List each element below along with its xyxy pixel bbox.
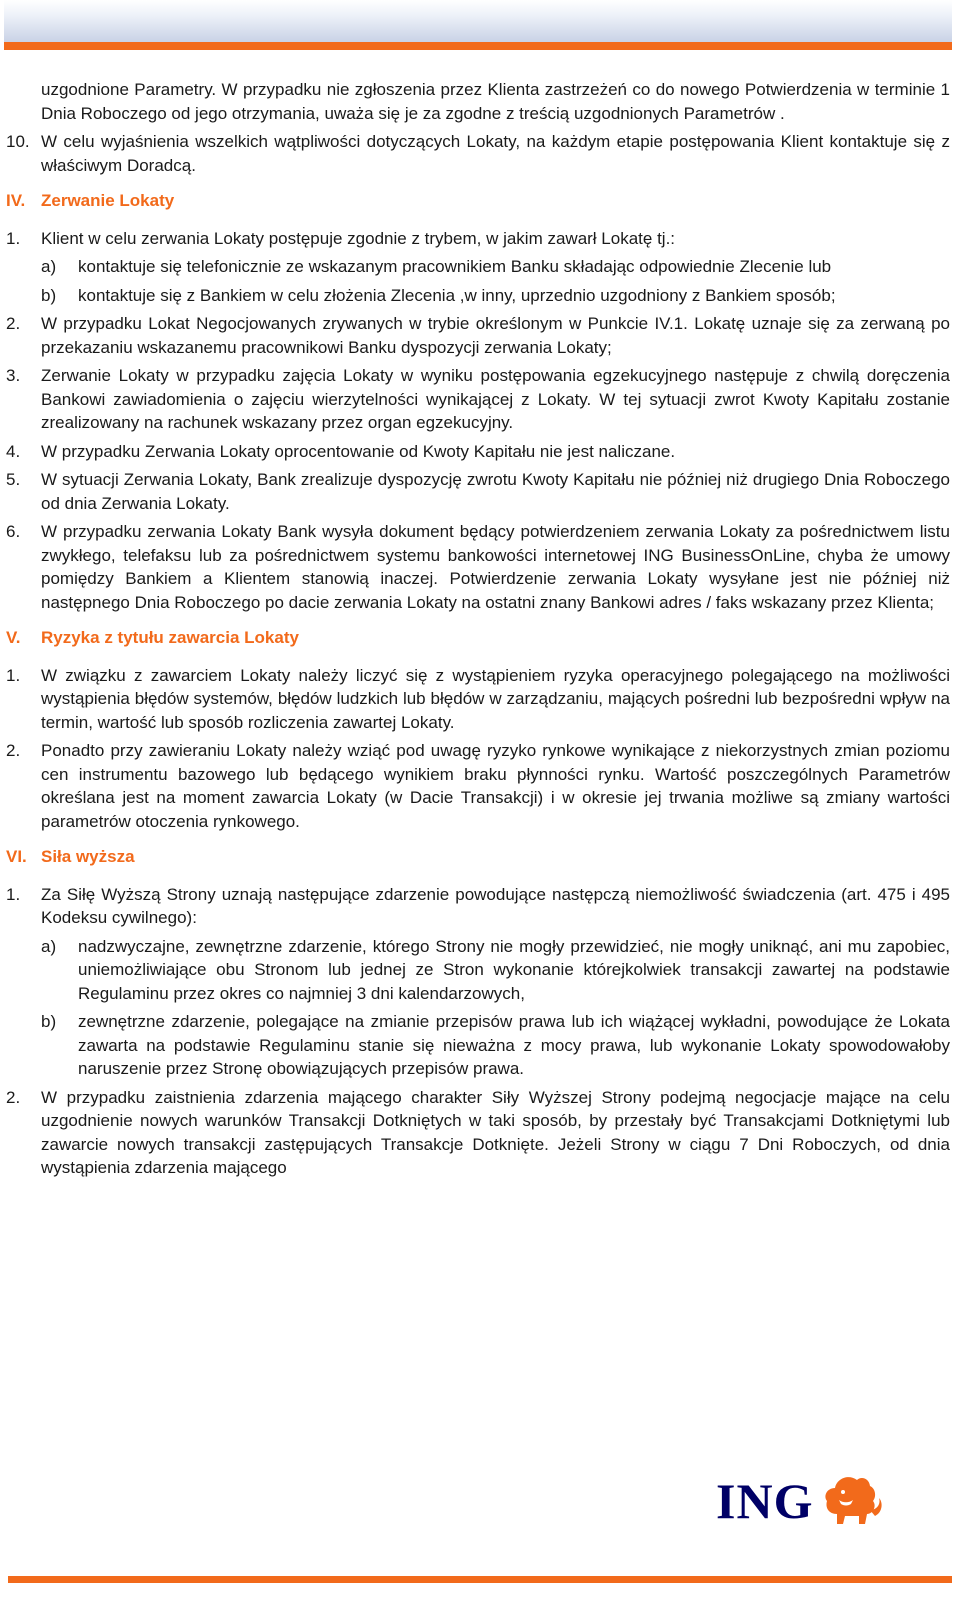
item-number: 4.: [6, 441, 21, 461]
item-number: 5.: [6, 470, 21, 489]
section-number: VI.: [6, 847, 27, 866]
sub-item-text: nadzwyczajne, zewnętrzne zdarzenie, którego Strony nie mogły przewidzieć, nie mogły uniknąć, ani mu zapobiec, uniemożliwiające obu Stronom lub jednej ze Stron wykonanie którejkolwiek transakcji zawartej na podstawie Regulaminu przez okres co najmniej 3 dni kalendarzowych,: [78, 936, 950, 1003]
item-number: 2.: [6, 741, 21, 760]
section-heading-v: [6, 626, 950, 650]
header-orange-bar: [4, 42, 952, 50]
item-text: W sytuacji Zerwania Lokaty, Bank zrealizuje dyspozycję zwrotu Kwoty Kapitału nie później niż drugiego Dnia Roboczego od dnia Zerwania Lokaty.: [41, 470, 950, 513]
list-item: [6, 883, 950, 930]
item-text: W przypadku zerwania Lokaty Bank wysyła dokument będący potwierdzeniem zerwania Lokaty za pośrednictwem listu zwykłego, telefaksu lub za pośrednictwem systemu bankowości internetowej ING BusinessOnLine, chyba że umowy pomiędzy Bankiem a Klientem stanowią inaczej. Potwierdzenie zerwania Lokaty wysyłane jest nie później niż następnego Dnia Roboczego po dacie zerwania Lokaty na ostatni znany Bankowi adres / faks wskazany przez Klienta;: [41, 522, 950, 612]
list-item: [6, 520, 950, 614]
list-item: [6, 227, 950, 251]
section-title: Zerwanie Lokaty: [41, 191, 175, 210]
item-text: Klient w celu zerwania Lokaty postępuje zgodnie z trybem, w jakim zawarł Lokatę tj.:: [41, 228, 676, 248]
ing-logo: [716, 1466, 894, 1529]
sub-item-text: kontaktuje się z Bankiem w celu złożenia Zlecenia ,w inny, uprzednio uzgodniony z Bankiem sposób;: [78, 285, 836, 305]
item-number: 1.: [6, 228, 21, 248]
paragraph-continuation: uzgodnione Parametry. W przypadku nie zgłoszenia przez Klienta zastrzeżeń co do nowego Potwierdzenia w terminie 1 Dnia Roboczego od jego otrzymania, uważa się je za zgodne z treścią uzgodnionych Parametrów .: [41, 80, 950, 123]
sub-item-letter: b): [41, 285, 57, 305]
sub-item-letter: a): [41, 936, 57, 956]
header-gradient: [4, 0, 952, 42]
document-body: [6, 78, 950, 1185]
item-text: W przypadku Lokat Negocjowanych zrywanych w trybie określonym w Punkcie IV.1. Lokatę uznaje się za zerwaną po przekazaniu wskazanemu pracownikowi Banku dyspozycji zerwania Lokaty;: [41, 314, 950, 357]
sub-item-letter: a): [41, 257, 57, 276]
paragraph-10: [6, 130, 950, 177]
sub-item: [6, 1010, 950, 1081]
list-item: [6, 739, 950, 833]
sub-item: [6, 935, 950, 1006]
sub-item: [6, 255, 950, 279]
item-text: Zerwanie Lokaty w przypadku zajęcia Lokaty w wyniku postępowania egzekucyjnego następuje z chwilą doręczenia Bankowi zawiadomienia o zajęciu wierzytelności wynikającej z Lokaty. W tej sytuacji zwrot Kwoty Kapitału zostanie zrealizowany na rachunek wskazany przez organ egzekucyjny.: [41, 366, 950, 432]
section-title: Ryzyka z tytułu zawarcia Lokaty: [41, 628, 299, 647]
list-item: [6, 1086, 950, 1180]
section-number: V.: [6, 628, 21, 647]
item-number: 1.: [6, 665, 21, 685]
sub-item-letter: b): [41, 1012, 57, 1031]
item-number: 2.: [6, 1087, 21, 1107]
list-item: [6, 664, 950, 735]
item-text: W przypadku zaistnienia zdarzenia mającego charakter Siły Wyższej Strony podejmą negocjacje mające na celu uzgodnienie nowych warunków Transakcji Dotkniętych w taki sposób, by przestały być Transakcjami Dotkniętymi lub zawarcie nowych transakcji zastępujących Transakcje Dotknięte. Jeżeli Strony w ciągu 7 Dni Roboczych, od dnia wystąpienia zdarzenia mającego: [41, 1087, 950, 1177]
item-text: Za Siłę Wyższą Strony uznają następujące zdarzenie powodujące następczą niemożliwość świadczenia (art. 475 i 495 Kodeksu cywilnego):: [41, 884, 950, 927]
section-heading-iv: [6, 189, 950, 213]
list-item: [6, 312, 950, 359]
list-item: [6, 468, 950, 515]
list-item: [6, 364, 950, 435]
section-heading-vi: [6, 845, 950, 869]
item-number: 10.: [6, 132, 30, 151]
list-item: [6, 440, 950, 464]
logo-wordmark: ING: [716, 1473, 814, 1529]
item-text: W związku z zawarciem Lokaty należy liczyć się z wystąpieniem ryzyka operacyjnego polegającego na możliwości wystąpienia błędów systemów, błędów ludzkich lub błędów w zarządzaniu, mających pośredni lub bezpośredni wpływ na termin, wartość lub sposób rozliczenia zawartej Lokaty.: [41, 665, 950, 732]
section-title: Siła wyższa: [41, 847, 135, 866]
sub-item-text: kontaktuje się telefonicznie ze wskazanym pracownikiem Banku składając odpowiednie Zlecenie lub: [78, 257, 832, 276]
sub-item-text: zewnętrzne zdarzenie, polegające na zmianie przepisów prawa lub ich wiążącej wykładni, powodujące że Lokata zawarta na podstawie Regulaminu stanie się nieważna z mocy prawa, lub wykonanie Lokaty spowodowałoby naruszenie przez Stronę obowiązujących przepisów prawa.: [78, 1012, 950, 1078]
item-number: 6.: [6, 522, 21, 541]
footer-orange-bar: [8, 1576, 952, 1583]
item-text: W przypadku Zerwania Lokaty oprocentowanie od Kwoty Kapitału nie jest naliczane.: [41, 441, 676, 461]
item-text: W celu wyjaśnienia wszelkich wątpliwości dotyczących Lokaty, na każdym etapie postępowania Klient kontaktuje się z właściwym Doradcą.: [41, 132, 950, 175]
sub-item: [6, 284, 950, 308]
item-number: 2.: [6, 314, 21, 333]
item-number: 1.: [6, 884, 21, 904]
section-number: IV.: [6, 191, 26, 210]
lion-icon: [815, 1470, 885, 1526]
item-number: 3.: [6, 366, 21, 385]
item-text: Ponadto przy zawieraniu Lokaty należy wziąć pod uwagę ryzyko rynkowe wynikające z niekorzystnych zmian poziomu cen instrumentu bazowego lub będącego wynikiem braku płynności rynku. Wartość poszczególnych Parametrów określana jest na moment zawarcia Lokaty (w Dacie Transakcji) i w okresie jej trwania możliwe są zmiany wartości parametrów otoczenia rynkowego.: [41, 741, 950, 831]
